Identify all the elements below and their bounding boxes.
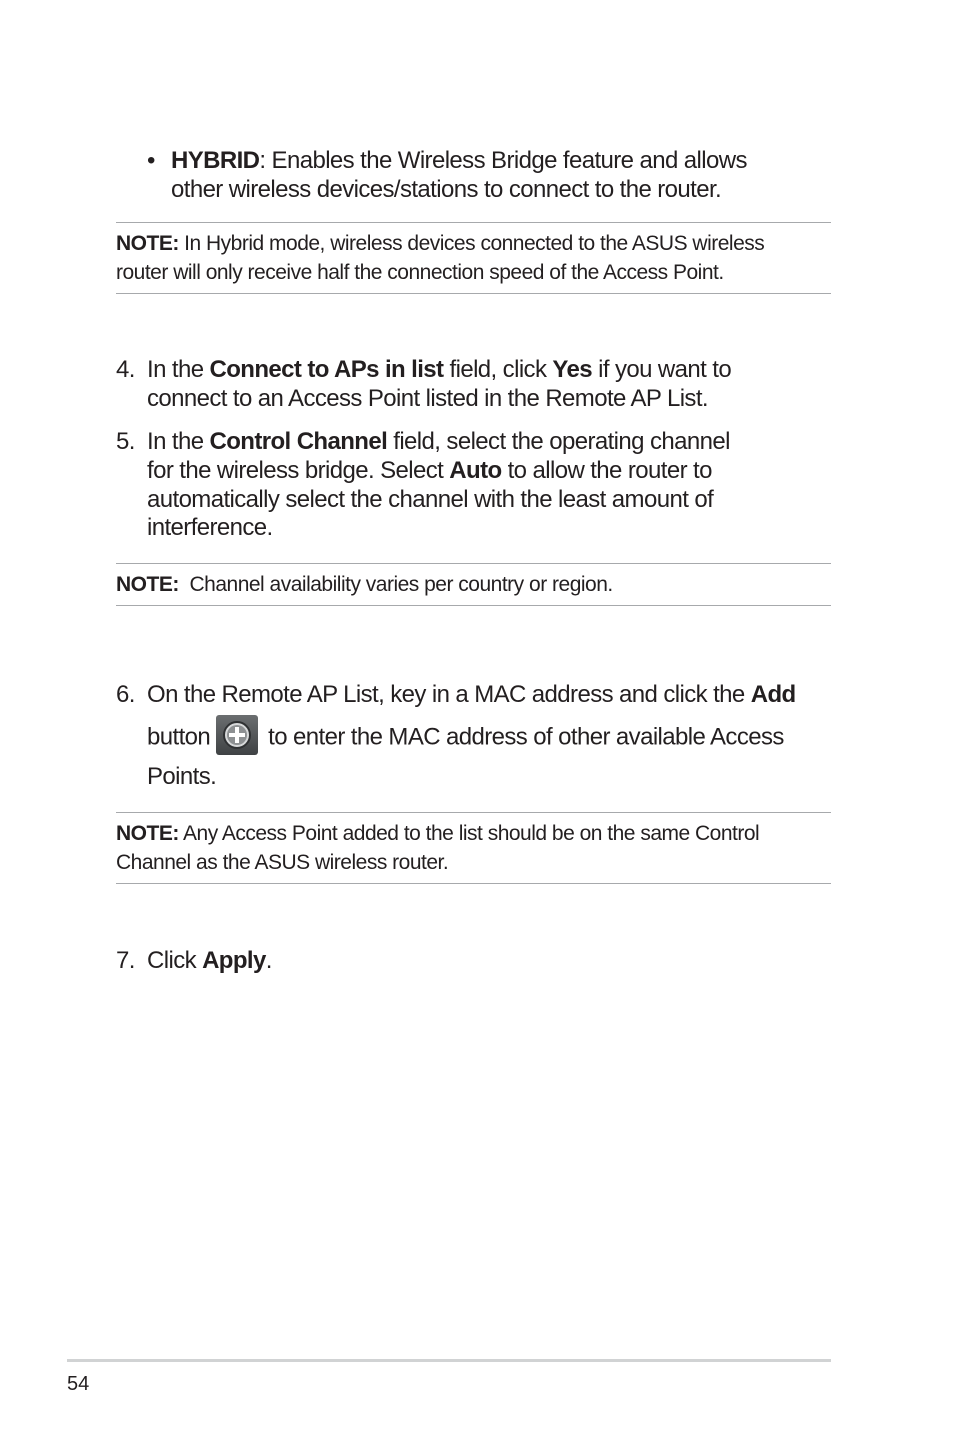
add-circle-icon (216, 715, 258, 755)
step-4-line-1: In the Connect to APs in list field, click Yes if you want to (147, 356, 732, 383)
bullet-line-2: other wireless devices/stations to connect to the router. (171, 176, 722, 203)
auto-option: Auto (449, 457, 502, 484)
bullet-line-1: HYBRID: Enables the Wireless Bridge feature and allows (171, 147, 747, 174)
step-5-line-1: In the Control Channel field, select the operating channel (147, 428, 730, 455)
yes-option: Yes (552, 356, 593, 383)
connect-to-aps-field-name: Connect to APs in list (209, 356, 444, 383)
step-6-line-2: button to enter the MAC address of other available Access (147, 721, 837, 755)
bullet-dot: • (147, 147, 155, 174)
note3-line-2: Channel as the ASUS wireless router. (116, 851, 449, 874)
step-4-line-2: connect to an Access Point listed in the Remote AP List. (147, 385, 708, 412)
note3-line-1: NOTE: Any Access Point added to the list should be on the same Control (116, 822, 760, 845)
hybrid-term: HYBRID (171, 147, 260, 174)
note3-top-rule (116, 812, 831, 813)
page-number: 54 (67, 1373, 90, 1395)
step-5-line-3: automatically select the channel with the least amount of (147, 486, 714, 513)
note2-bottom-rule (116, 605, 831, 606)
note1-line-1: NOTE: In Hybrid mode, wireless devices connected to the ASUS wireless (116, 232, 765, 255)
note3-bottom-rule (116, 883, 831, 884)
footer-rule (67, 1359, 831, 1362)
note1-top-rule (116, 222, 831, 223)
control-channel-field-name: Control Channel (209, 428, 388, 455)
add-button-name: Add (750, 681, 796, 708)
step-6-number: 6. (116, 681, 135, 708)
step-5-line-2: for the wireless bridge. Select Auto to allow the router to (147, 457, 712, 484)
note1-label: NOTE: (116, 232, 179, 255)
note-channel-availability: NOTE: Channel availability varies per country or region. (116, 573, 613, 596)
step-5-number: 5. (116, 428, 135, 455)
step-5-line-4: interference. (147, 514, 273, 541)
step-6-line-3: Points. (147, 763, 217, 790)
note1-bottom-rule (116, 293, 831, 294)
step-6-line-1: On the Remote AP List, key in a MAC address and click the Add (147, 681, 796, 708)
step-7-number: 7. (116, 947, 135, 974)
apply-button-name: Apply (202, 947, 266, 974)
note2-label: NOTE: (116, 573, 179, 596)
note3-label: NOTE: (116, 822, 179, 845)
step-7-line-1: Click Apply. (147, 947, 272, 974)
note2-top-rule (116, 563, 831, 564)
step-4-number: 4. (116, 356, 135, 383)
note1-line-2: router will only receive half the connection speed of the Access Point. (116, 261, 724, 284)
